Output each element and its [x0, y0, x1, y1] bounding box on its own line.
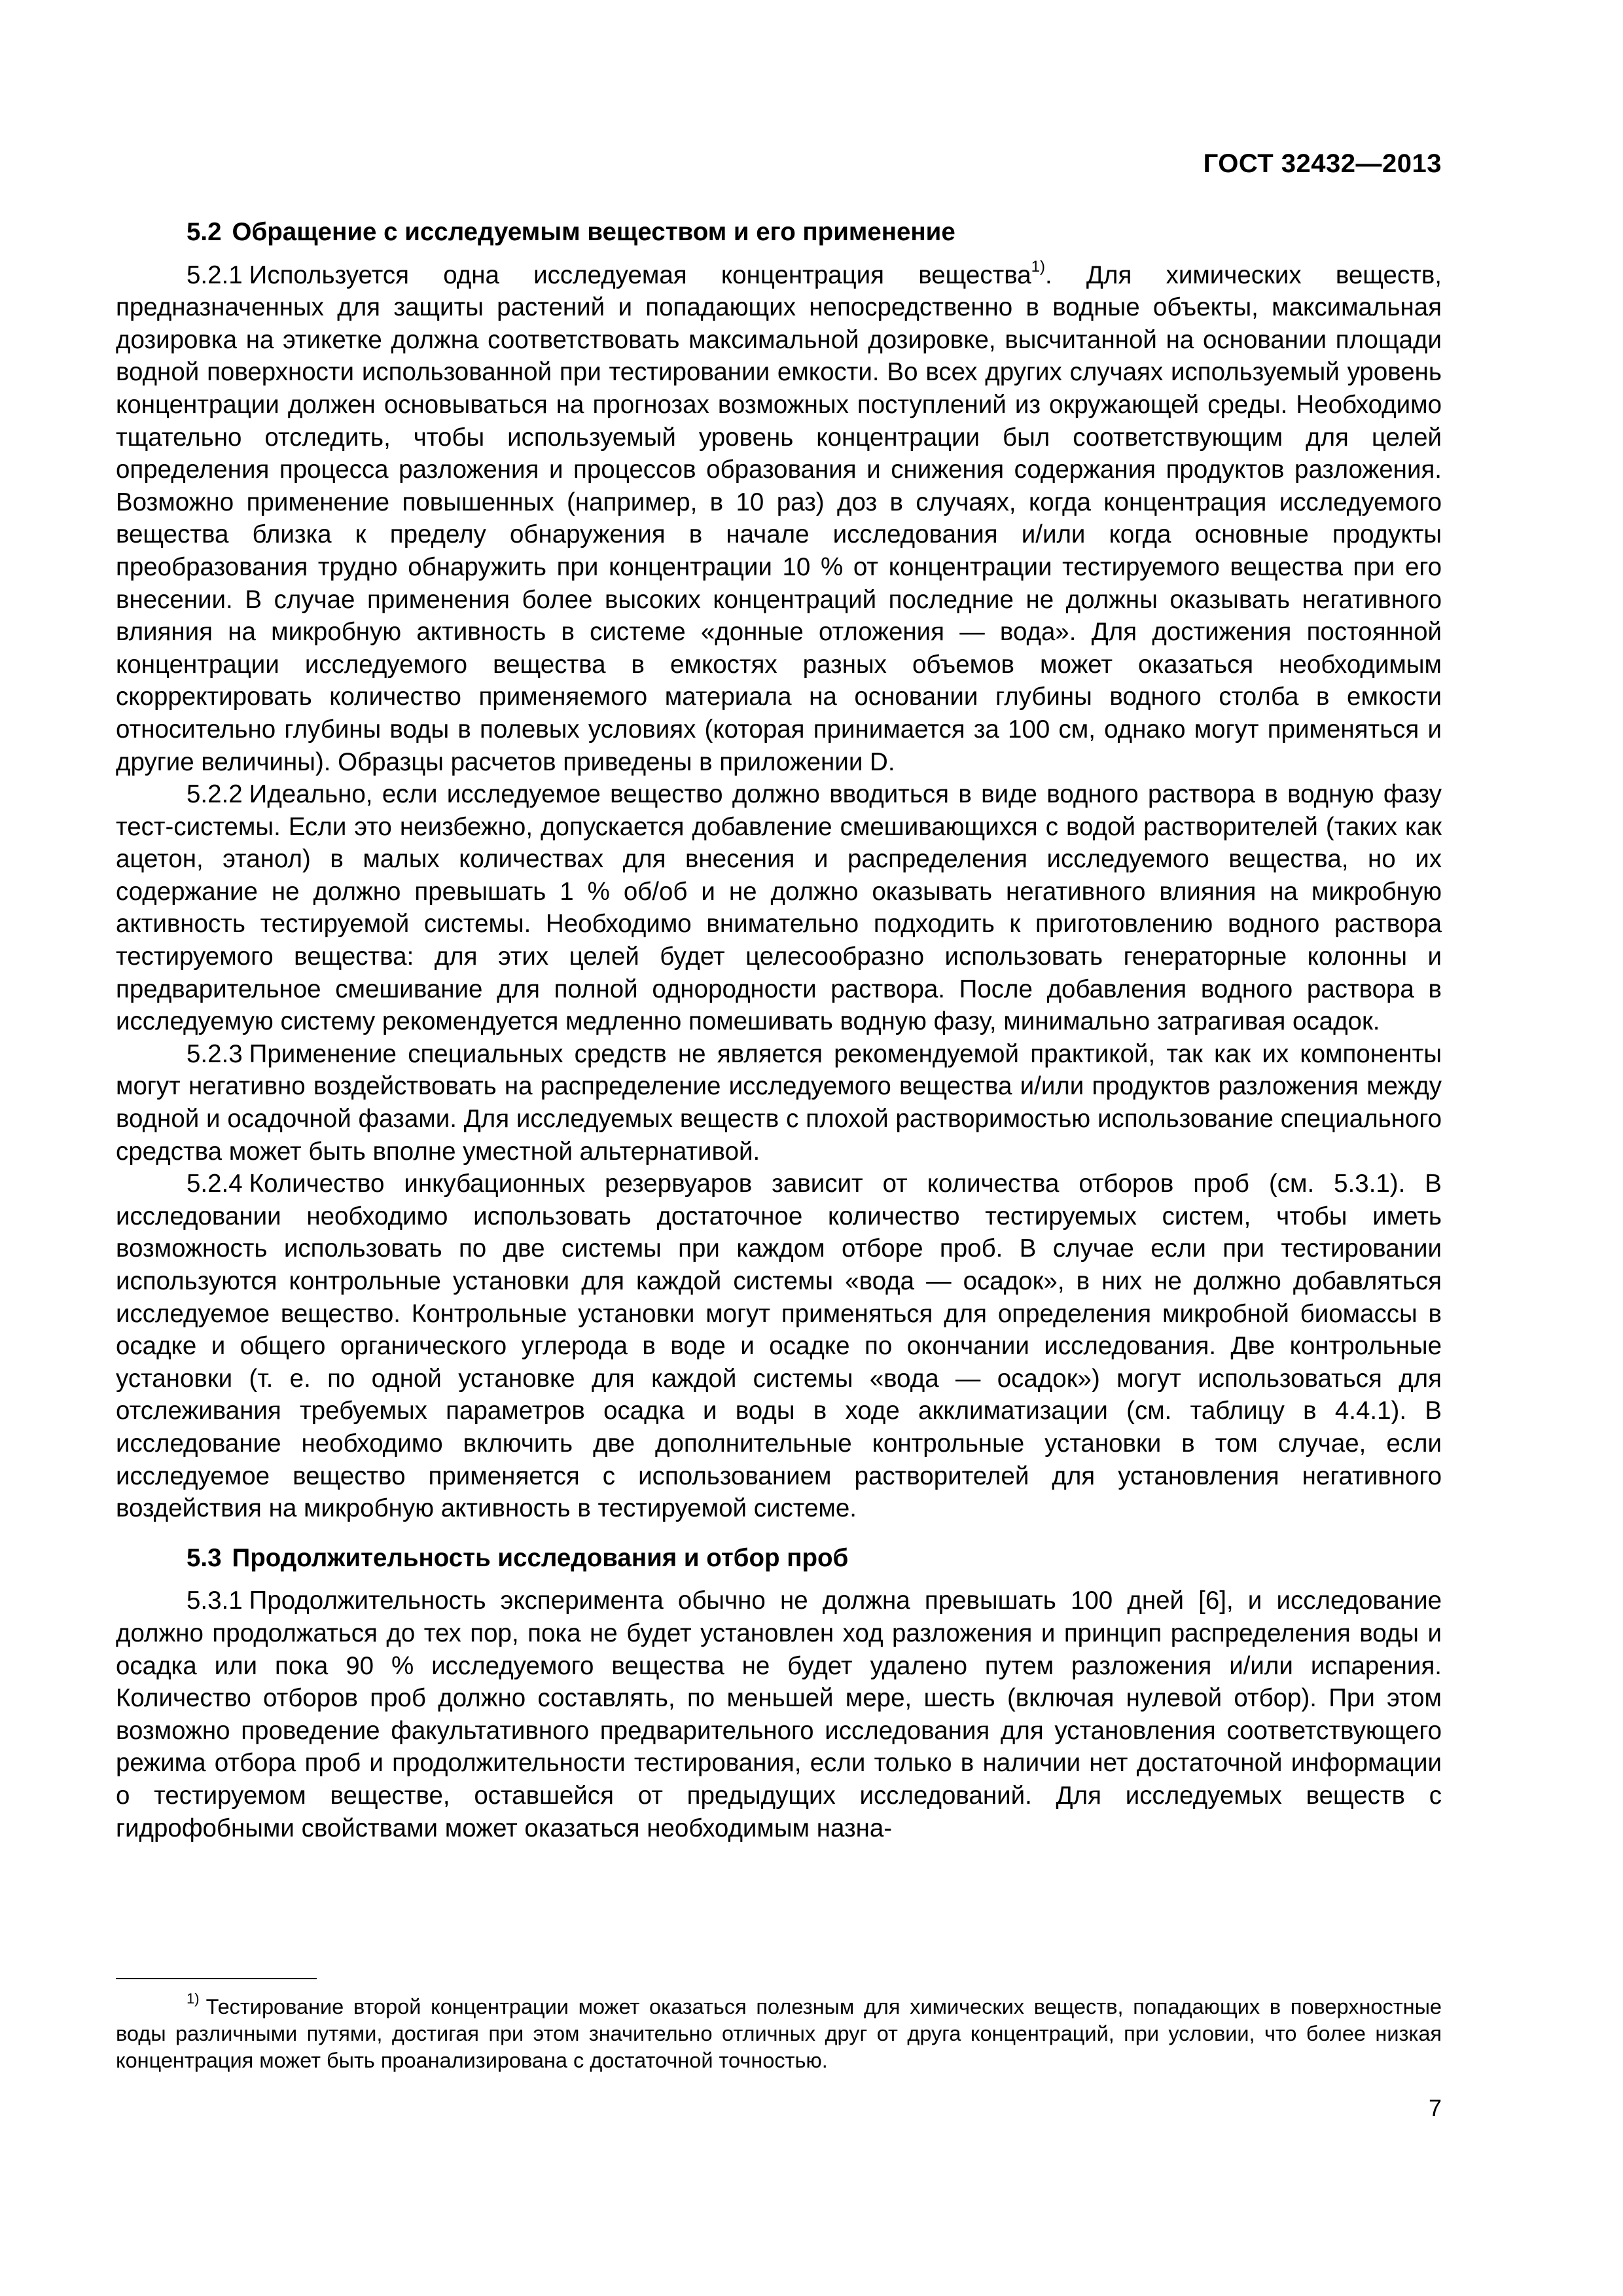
section-title-5-2	[116, 216, 1442, 249]
paragraph-text: Идеально, если исследуемое вещество должно вводиться в виде водного раствора в водную фазу тест-системы. Если это неизбежно, допускается добавление смешивающихся с водой растворителей (таких как ацетон, этанол) в малых количествах для внесения и распределения исследуемого вещества, но их содержание не должно превышать 1 % об/об и не должно оказывать негативного влияния на микробную активность тестируемой системы. Необходимо внимательно подходить к приготовлению водного раствора тестируемого вещества: для этих целей будет целесообразно использовать генераторные колонны и предварительное смешивание для полной однородности раствора. После добавления водного раствора в исследуемую систему рекомендуется медленно помешивать водную фазу, минимально затрагивая осадок.	[116, 780, 1442, 1036]
paragraph-text: Количество инкубационных резервуаров зависит от количества отборов проб (см. 5.3.1). В исследовании необходимо использовать достаточное количество тестируемых систем, чтобы иметь возможность использовать по две системы при каждом отборе проб. В случае если при тестировании используются контрольные установки для каждой системы «вода — осадок», в них не должно добавляться исследуемое вещество. Контрольные установки могут применяться для определения микробной биомассы в осадке и общего органического углерода в воде и осадке по окончании исследования. Две контрольные установки (т. е. по одной установке для каждой системы «вода — осадок») могут использоваться для отслеживания требуемых параметров осадка и воды в ходе акклиматизации (см. таблицу в 4.4.1). В исследование необходимо включить две дополнительные контрольные установки в том случае, если исследуемое вещество применяется с использованием растворителей для установления негативного воздействия на микробную активность в тестируемой системе.	[116, 1170, 1442, 1523]
section-number: 5.3	[187, 1543, 222, 1572]
paragraph-number: 5.2.3	[187, 1039, 243, 1068]
paragraph-number: 5.2.1	[187, 260, 243, 289]
section-title-5-3	[116, 1542, 1442, 1575]
page-number: 7	[1428, 2094, 1442, 2121]
section-spacer	[116, 1525, 1442, 1542]
paragraph-5-2-2	[116, 778, 1442, 1038]
paragraph-5-2-4	[116, 1168, 1442, 1525]
section-heading-text: Обращение с исследуемым веществом и его применение	[232, 218, 955, 246]
footnote-marker: 1)	[187, 1990, 200, 2007]
paragraph-text-start: Используется одна исследуемая концентрация вещества	[249, 260, 1031, 289]
paragraph-5-2-1	[116, 259, 1442, 779]
paragraph-5-2-3	[116, 1038, 1442, 1168]
footnote-separator	[116, 1978, 317, 1979]
section-heading-text: Продолжительность исследования и отбор проб	[232, 1543, 849, 1572]
paragraph-number: 5.3.1	[187, 1587, 243, 1615]
standard-header: ГОСТ 32432—2013	[1203, 149, 1442, 178]
paragraph-5-3-1	[116, 1585, 1442, 1844]
main-content	[116, 216, 1442, 1844]
paragraph-text-rest: . Для химических веществ, предназначенных для защиты растений и попадающих непосредственно в водные объекты, максимальная дозировка на этикетке должна соответствовать максимальной дозировке, высчитанной на основании площади водной поверхности использованной при тестировании емкости. Во всех других случаях используемый уровень концентрации должен основываться на прогнозах возможных поступлений из окружающей среды. Необходимо тщательно отследить, чтобы используемый уровень концентрации был соответствующим для целей определения процесса разложения и процессов образования и снижения содержания продуктов разложения. Возможно применение повышенных (например, в 10 раз) доз в случаях, когда концентрация исследуемого вещества близка к пределу обнаружения в начале исследования и/или когда основные продукты преобразования трудно обнаружить при концентрации 10 % от концентрации тестируемого вещества при его внесении. В случае применения более высоких концентраций последние не должны оказывать негативного влияния на микробную активность в системе «донные отложения — вода». Для достижения постоянной концентрации исследуемого вещества в емкостях разных объемов может оказаться необходимым скорректировать количество применяемого материала на основании глубины водного столба в емкости относительно глубины воды в полевых условиях (которая принимается за 100 см, однако могут применяться и другие величины). Образцы расчетов приведены в приложении D.	[116, 260, 1442, 776]
paragraph-number: 5.2.4	[187, 1170, 243, 1198]
paragraph-number: 5.2.2	[187, 780, 243, 809]
footnote-text: Тестирование второй концентрации может оказаться полезным для химических веществ, попадающих в поверхностные воды различными путями, достигая при этом значительно отличных друг от друга концентраций, при условии, что более низкая концентрация может быть проанализирована с достаточной точностью.	[116, 1995, 1442, 2072]
paragraph-text: Продолжительность эксперимента обычно не должна превышать 100 дней [6], и исследование должно продолжаться до тех пор, пока не будет установлен ход разложения и принцип распределения воды и осадка или пока 90 % исследуемого вещества не будет удалено путем разложения и/или испарения. Количество отборов проб должно составлять, по меньшей мере, шесть (включая нулевой отбор). При этом возможно проведение факультативного предварительного исследования для установления соответствующего режима отбора проб и продолжительности тестирования, если только в наличии нет достаточной информации о тестируемом веществе, оставшейся от предыдущих исследований. Для исследуемых веществ с гидрофобными свойствами может оказаться необходимым назна-	[116, 1587, 1442, 1842]
section-number: 5.2	[187, 218, 222, 246]
footnote	[116, 1990, 1442, 2074]
footnote-reference[interactable]: 1)	[1031, 257, 1045, 276]
paragraph-text: Применение специальных средств не является рекомендуемой практикой, так как их компоненты могут негативно воздействовать на распределение исследуемого вещества и/или продуктов разложения между водной и осадочной фазами. Для исследуемых веществ с плохой растворимостью использование специального средства может быть вполне уместной альтернативой.	[116, 1039, 1442, 1166]
